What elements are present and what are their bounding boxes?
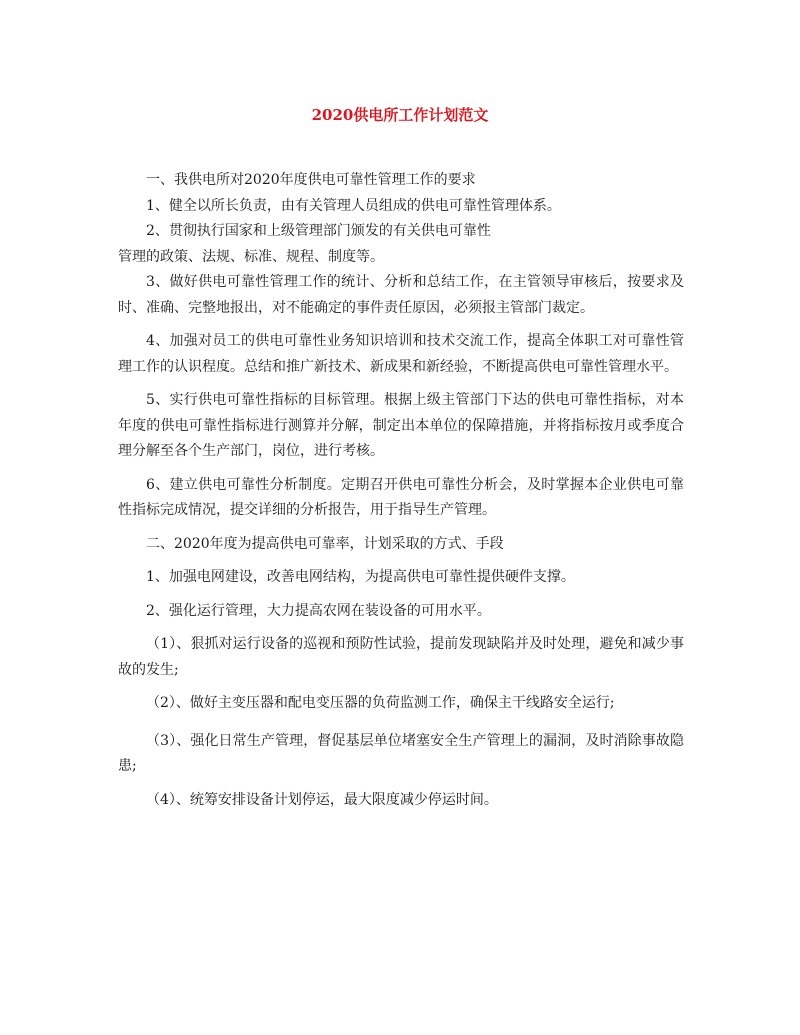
section-heading-1: 一、我供电所对2020年度供电可靠性管理工作的要求 — [146, 172, 476, 188]
list-item-1: （1）、狠抓对运行设备的巡视和预防性试验，提前发现缺陷并及时处理，避免和减少事故的发生; — [118, 636, 684, 678]
paragraph-2-2: 2、强化运行管理，大力提高农网在装设备的可用水平。 — [146, 602, 491, 619]
list-item-3: （3）、强化日常生产管理，督促基层单位堵塞安全生产管理上的漏洞，及时消除事故隐患; — [118, 732, 684, 774]
paragraph-1-2-continued: 管理的政策、法规、标准、规程、制度等。 — [118, 248, 384, 265]
paragraph-1-4: 4、加强对员工的供电可靠性业务知识培训和技术交流工作，提高全体职工对可靠性管理工作的认识程度。总结和推广新技术、新成果和新经验，不断提高供电可靠性管理水平。 — [118, 333, 684, 375]
paragraph-1-2: 2、贯彻执行国家和上级管理部门颁发的有关供电可靠性 — [146, 223, 491, 239]
list-item-2: （2）、做好主变压器和配电变压器的负荷监测工作，确保主干线路安全运行; — [146, 695, 615, 711]
paragraph-1-3: 3、做好供电可靠性管理工作的统计、分析和总结工作，在主管领导审核后，按要求及时、准确、完整地报出，对不能确定的事件责任原因，必须报主管部门裁定。 — [118, 274, 684, 316]
paragraph-1-5: 5、实行供电可靠性指标的目标管理。根据上级主管部门下达的供电可靠性指标，对本年度的供电可靠性指标进行测算并分解，制定出本单位的保障措施，并将指标按月或季度合理分解至各个生产部门，岗位，进行考核。 — [118, 392, 684, 459]
paragraph-1-6: 6、建立供电可靠性分析制度。定期召开供电可靠性分析会，及时掌握本企业供电可靠性指标完成情况，提交详细的分析报告，用于指导生产管理。 — [118, 476, 684, 518]
list-item-4: （4）、统筹安排设备计划停运，最大限度减少停运时间。 — [146, 791, 498, 808]
document-body — [118, 168, 684, 813]
paragraph-1-1: 1、健全以所长负责，由有关管理人员组成的供电可靠性管理体系。 — [146, 197, 561, 214]
page-title: 2020供电所工作计划范文 — [311, 106, 489, 124]
paragraph-2-1: 1、加强电网建设，改善电网结构，为提高供电可靠性提供硬件支撑。 — [146, 569, 575, 585]
section-heading-2: 二、2020年度为提高供电可靠率，计划采取的方式、手段 — [146, 535, 504, 552]
